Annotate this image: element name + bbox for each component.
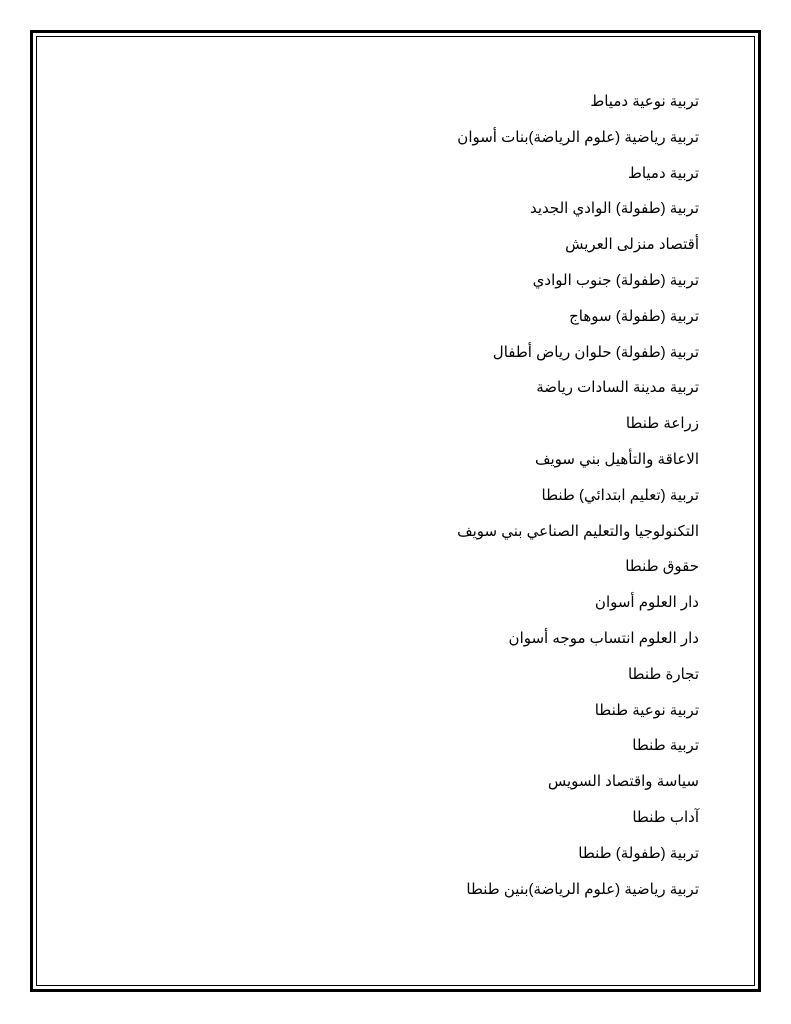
list-item: تربية طنطا — [632, 737, 699, 755]
list-item: دار العلوم انتساب موجه أسوان — [508, 629, 699, 647]
list-item: الاعاقة والتأهيل بني سويف — [534, 450, 699, 468]
list-item: تربية مدينة السادات رياضة — [536, 379, 699, 397]
list-item: تربية رياضية (علوم الرياضة)بنات أسوان — [457, 128, 699, 146]
list-item: تربية (طفولة) جنوب الوادي — [532, 271, 699, 289]
list-item: تربية نوعية دمياط — [590, 93, 699, 110]
list-item: تربية (طفولة) الوادي الجديد — [530, 200, 699, 218]
list-item: تجارة طنطا — [627, 665, 699, 683]
list-item: تربية (تعليم ابتدائي) طنطا — [541, 486, 699, 504]
list-item: زراعة طنطا — [625, 415, 699, 433]
list-item: تربية دمياط — [627, 164, 699, 182]
list-item: سياسة واقتصاد السويس — [547, 773, 699, 791]
list-item: تربية رياضية (علوم الرياضة)بنين طنطا — [466, 880, 699, 898]
list-item: أقتصاد منزلى العريش — [565, 236, 699, 254]
list-item: تربية (طفولة) حلوان رياض أطفال — [492, 343, 699, 361]
list-item: دار العلوم أسوان — [594, 594, 699, 612]
list-item: تربية (طفولة) طنطا — [578, 844, 699, 862]
list-item: التكنولوجيا والتعليم الصناعي بني سويف — [457, 522, 699, 540]
list-item: حقوق طنطا — [625, 558, 699, 576]
list-item: آداب طنطا — [632, 808, 699, 826]
list-item: تربية (طفولة) سوهاج — [569, 307, 699, 325]
list-item: تربية نوعية طنطا — [594, 701, 699, 719]
faculty-list — [179, 92, 699, 915]
